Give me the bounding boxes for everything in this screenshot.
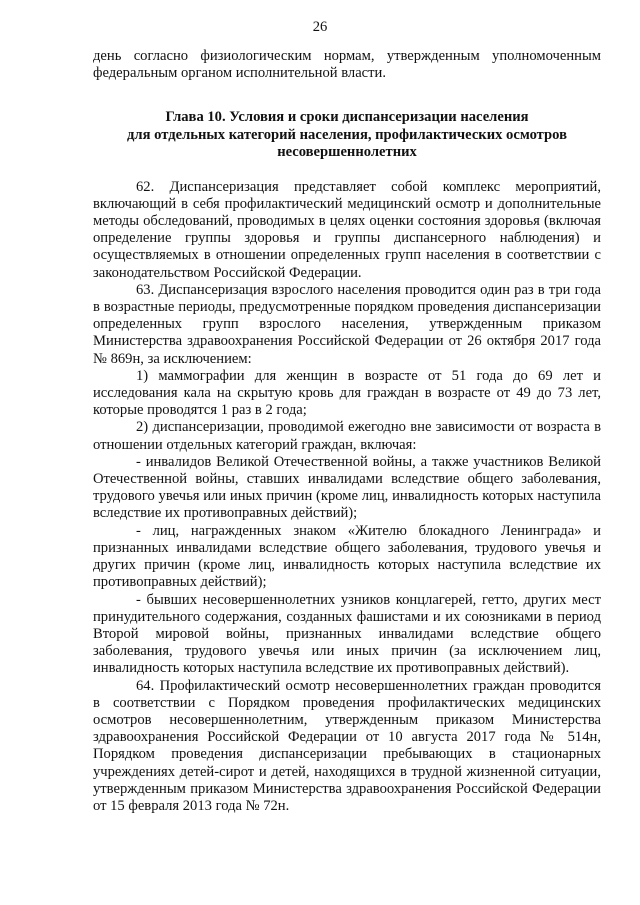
list-item-1: 1) маммографии для женщин в возрасте от 51 года до 69 лет и исследования кала на скрытую кровь для граждан в возрасте от 49 до 73 лет, которые проводятся 1 раз в 2 года; <box>93 367 601 419</box>
intro-paragraph: день согласно физиологическим нормам, утвержденным уполномоченным федеральным органом исполнительной власти. <box>93 48 601 82</box>
paragraph-63: 63. Диспансеризация взрослого населения проводится один раз в три года в возрастные периоды, предусмотренные порядком проведения диспансеризации определенных групп взрослого населения, утвержденным приказом Министерства здравоохранения Российской Федерации от 26 октября 2017 года № 869н, за исключением: <box>93 281 601 367</box>
paragraph-64: 64. Профилактический осмотр несовершеннолетних граждан проводится в соответствии с Порядком проведения профилактических медицинских осмотров несовершеннолетним, утвержденным приказом Министерства здравоохранения Российской Федерации от 10 августа 2017 года № 514н, Порядком проведения диспансеризации пребывающих в стационарных учреждениях детей-сирот и детей, находящихся в трудной жизненной ситуации, утвержденным приказом Министерства здравоохранения Российской Федерации от 15 февраля 2013 года № 72н. <box>93 677 601 814</box>
sub-item-former-prisoners: - бывших несовершеннолетних узников концлагерей, гетто, других мест принудительного содержания, созданных фашистами и их союзниками в период Второй мировой войны, признанных инвалидами вследствие общего заболевания, трудового увечья или иных причин (за исключением лиц, инвалидность которых наступила вследствие их противоправных действий). <box>93 591 601 677</box>
document-body <box>93 48 601 815</box>
sub-item-war-invalids: - инвалидов Великой Отечественной войны, а также участников Великой Отечественной войны, ставших инвалидами вследствие общего заболевания, трудового увечья или иных причин (кроме лиц, инвалидность которых наступила вследствие их противоправных действий); <box>93 453 601 522</box>
chapter-heading-line: несовершеннолетних <box>277 144 417 161</box>
sub-item-leningrad-badge: - лиц, награжденных знаком «Жителю блокадного Ленинграда» и признанных инвалидами вследствие общего заболевания, трудового увечья и других причин (кроме лиц, инвалидность которых наступила вследствие их противоправных действий); <box>93 522 601 591</box>
list-item-2: 2) диспансеризации, проводимой ежегодно вне зависимости от возраста в отношении отдельных категорий граждан, включая: <box>93 419 601 453</box>
chapter-heading-line: Глава 10. Условия и сроки диспансеризации населения <box>165 109 529 126</box>
chapter-heading <box>93 109 601 161</box>
paragraph-62: 62. Диспансеризация представляет собой комплекс мероприятий, включающий в себя профилактический медицинский осмотр и дополнительные методы обследований, проводимых в целях оценки состояния здоровья (включая определение группы здоровья и группы диспансерного наблюдения) и осуществляемых в отношении определенных групп населения в соответствии с законодательством Российской Федерации. <box>93 178 601 281</box>
page-number: 26 <box>312 19 328 35</box>
chapter-heading-line: для отдельных категорий населения, профилактических осмотров <box>127 126 567 143</box>
